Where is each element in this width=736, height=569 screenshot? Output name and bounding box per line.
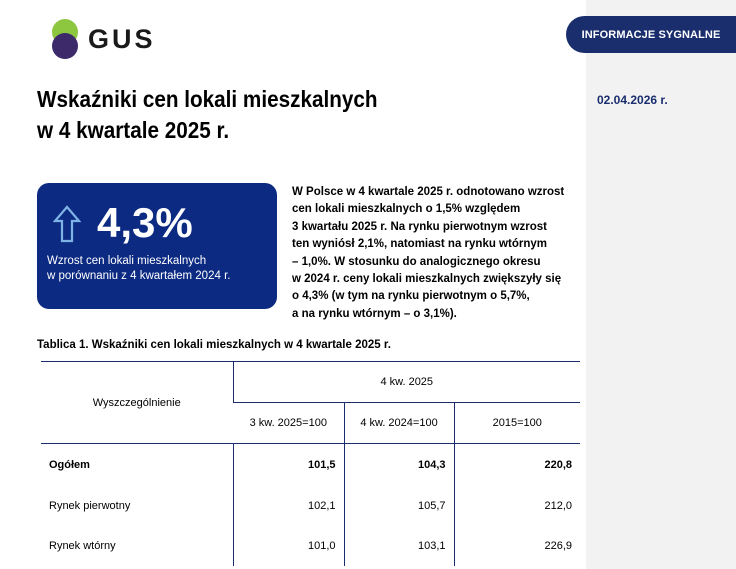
- kpi-description: [47, 254, 230, 284]
- paragraph-line: – 1,0%. W stosunku do analogicznego okresu: [292, 255, 541, 268]
- table-cell: 212,0: [454, 486, 580, 526]
- table-cell: 226,9: [454, 526, 580, 566]
- logo-text: GUS: [88, 24, 156, 54]
- arrow-up-icon: [53, 205, 81, 243]
- table-cell: 103,1: [344, 526, 454, 566]
- sidebar-panel: [586, 0, 736, 569]
- paragraph-line: w 2024 r. ceny lokali mieszkalnych zwiększyły się: [292, 273, 562, 286]
- price-index-table: [41, 361, 580, 566]
- column-header: 2015=100: [454, 403, 580, 444]
- paragraph-line: a na rynku wtórnym – o 3,1%).: [292, 307, 457, 320]
- table-caption: Tablica 1. Wskaźniki cen lokali mieszkalnych w 4 kwartale 2025 r.: [37, 339, 391, 351]
- title-line-1: Wskaźniki cen lokali mieszkalnych: [37, 86, 378, 112]
- paragraph-line: cen lokali mieszkalnych o 1,5% względem: [292, 203, 521, 216]
- release-date: 02.04.2026 r.: [597, 93, 668, 107]
- table-cell: 101,0: [233, 526, 344, 566]
- column-header: 4 kw. 2024=100: [344, 403, 454, 444]
- row-header-cell: Wyszczególnienie: [41, 362, 233, 444]
- paragraph-line: o 4,3% (w tym na rynku pierwotnym o 5,7%,: [292, 290, 530, 303]
- paragraph-line: 3 kwartału 2025 r. Na rynku pierwotnym wzrost: [292, 220, 548, 233]
- table-cell: 220,8: [454, 444, 580, 487]
- table-cell: 104,3: [344, 444, 454, 487]
- kpi-value: 4,3%: [97, 199, 193, 246]
- table-cell: 105,7: [344, 486, 454, 526]
- table-cell: 101,5: [233, 444, 344, 487]
- gus-logo-icon: [50, 18, 82, 62]
- summary-paragraph: [292, 184, 592, 323]
- kpi-desc-line-2: w porównaniu z 4 kwartałem 2024 r.: [47, 270, 231, 282]
- table-row: [41, 526, 580, 566]
- kpi-desc-line-1: Wzrost cen lokali mieszkalnych: [47, 255, 207, 267]
- table-cell: 102,1: [233, 486, 344, 526]
- group-header-cell: 4 kw. 2025: [233, 362, 580, 403]
- kpi-card: [37, 183, 277, 309]
- paragraph-line: W Polsce w 4 kwartale 2025 r. odnotowano wzrost: [292, 186, 565, 198]
- row-label: Ogółem: [49, 459, 90, 471]
- row-label: Rynek wtórny: [49, 540, 116, 552]
- title-line-2: w 4 kwartale 2025 r.: [37, 117, 230, 143]
- paragraph-line: ten wyniósł 2,1%, natomiast na rynku wtórnym: [292, 238, 547, 251]
- column-header: 3 kw. 2025=100: [233, 403, 344, 444]
- table-header-row: [41, 362, 580, 403]
- page-title: [37, 84, 378, 146]
- publication-type-tag: INFORMACJE SYGNALNE: [566, 16, 736, 53]
- row-label: Rynek pierwotny: [49, 500, 131, 512]
- table-row-total: [41, 444, 580, 487]
- table-row: [41, 486, 580, 526]
